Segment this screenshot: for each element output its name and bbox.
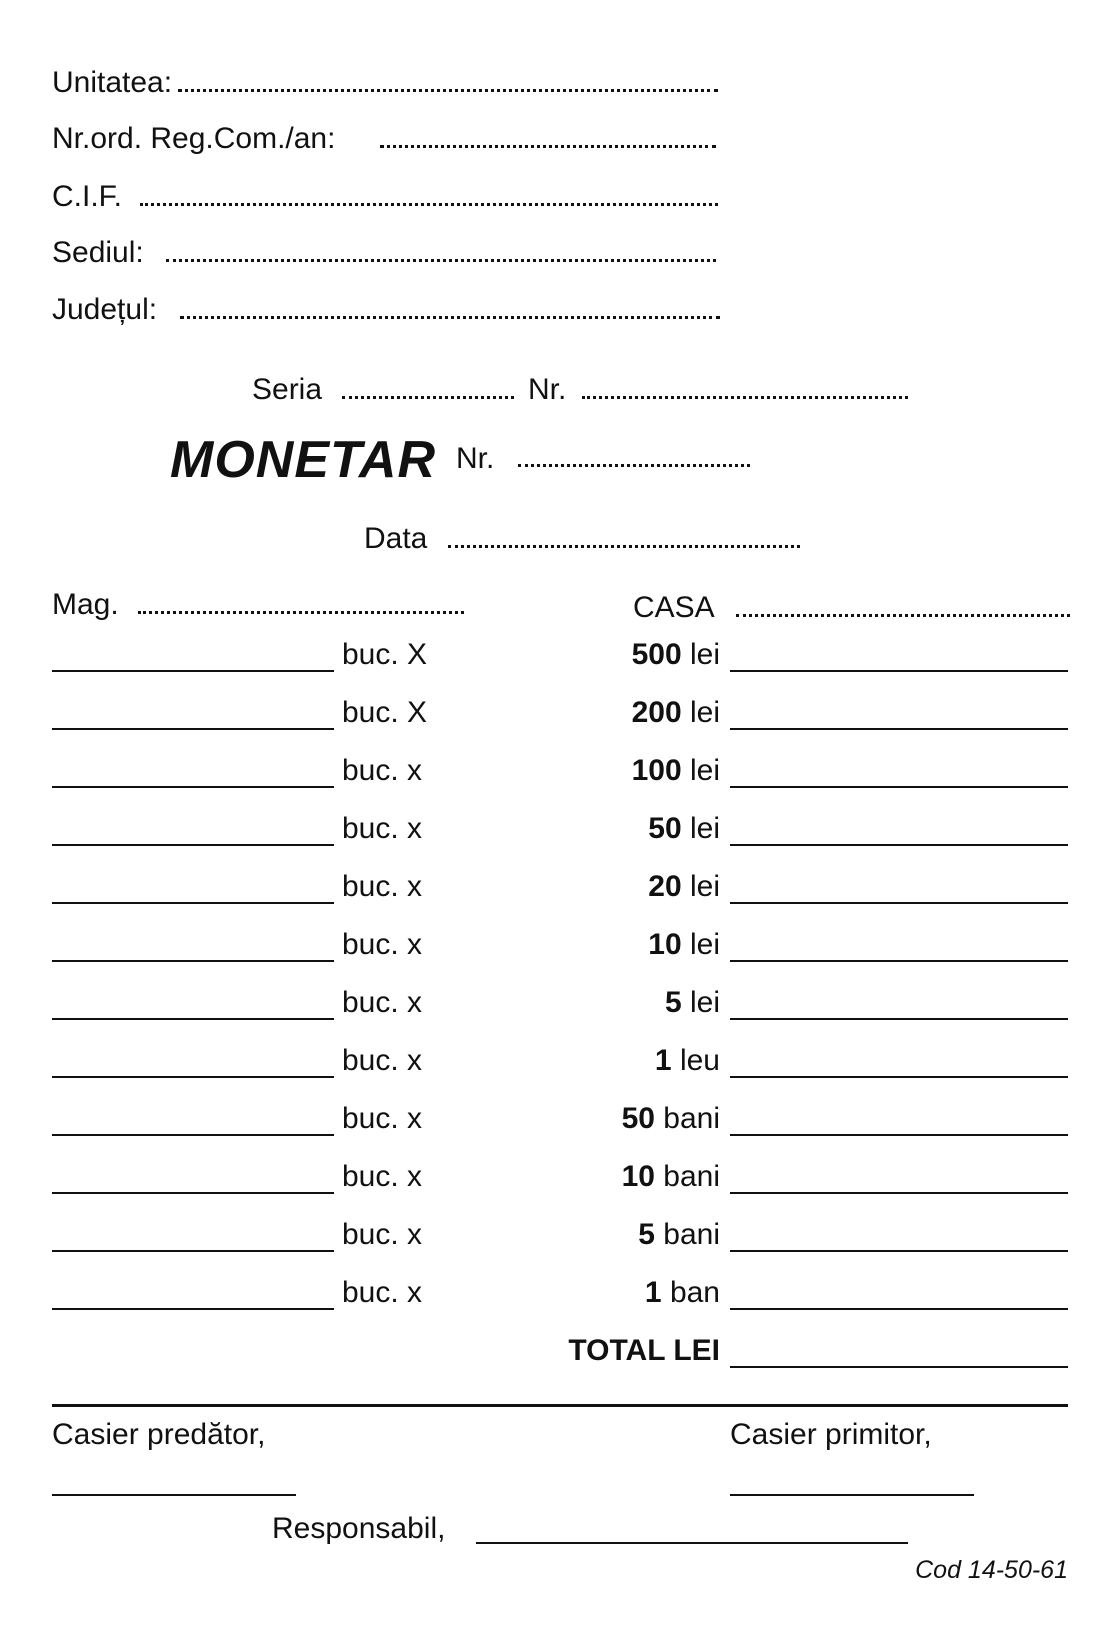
field-line-sediul[interactable] [166, 259, 716, 262]
denomination-amount: 50 [621, 1102, 655, 1135]
denomination-label [510, 1102, 720, 1136]
field-line-unitatea[interactable] [178, 89, 718, 92]
quantity-line[interactable] [52, 728, 334, 730]
denomination-label [510, 1044, 720, 1078]
denomination-unit: lei [689, 696, 720, 729]
total-label: TOTAL LEI [568, 1334, 720, 1367]
denomination-unit: bani [663, 1160, 720, 1193]
denomination-unit: ban [669, 1276, 720, 1309]
denomination-unit: lei [689, 754, 720, 787]
casier-primitor-label: Casier primitor, [730, 1418, 932, 1451]
denomination-amount: 20 [648, 870, 682, 903]
buc-label: buc. x [342, 1102, 423, 1135]
field-label-sediul: Sediul: [52, 236, 144, 269]
quantity-line[interactable] [52, 902, 334, 904]
field-label-judetul: Județul: [52, 293, 158, 326]
quantity-line[interactable] [52, 1076, 334, 1078]
responsabil-label: Responsabil, [272, 1512, 446, 1545]
value-line[interactable] [730, 1134, 1068, 1136]
quantity-line[interactable] [52, 670, 334, 672]
mag-line[interactable] [138, 611, 464, 614]
field-line-cif[interactable] [140, 203, 718, 206]
buc-label: buc. x [342, 986, 423, 1019]
field-label-reg-com: Nr.ord. Reg.Com./an: [52, 122, 336, 155]
value-line[interactable] [730, 1076, 1068, 1078]
denomination-amount: 50 [648, 812, 682, 845]
casa-line[interactable] [736, 614, 1070, 617]
denomination-label [510, 986, 720, 1020]
value-line[interactable] [730, 728, 1068, 730]
casa-label: CASA [633, 591, 715, 624]
quantity-line[interactable] [52, 1250, 334, 1252]
buc-label: buc. x [342, 1276, 423, 1309]
mag-label: Mag. [52, 588, 119, 621]
field-label-unitatea: Unitatea: [52, 66, 173, 99]
denomination-amount: 5 [638, 1218, 655, 1251]
denomination-unit: lei [689, 812, 720, 845]
field-label-cif: C.I.F. [52, 180, 123, 213]
denomination-amount: 500 [631, 638, 682, 671]
denomination-amount: 1 [644, 1276, 662, 1309]
value-line[interactable] [730, 670, 1068, 672]
quantity-line[interactable] [52, 1018, 334, 1020]
seria-nr-line[interactable] [582, 396, 908, 399]
denomination-label [510, 754, 720, 788]
seria-line[interactable] [342, 396, 514, 399]
denomination-label [510, 812, 720, 846]
value-line[interactable] [730, 1250, 1068, 1252]
total-value-line[interactable] [730, 1366, 1068, 1368]
denomination-label [510, 870, 720, 904]
denomination-unit: leu [679, 1044, 720, 1077]
denomination-amount: 1 [654, 1044, 672, 1077]
quantity-line[interactable] [52, 1308, 334, 1310]
denomination-label [510, 1160, 720, 1194]
monetar-nr-line[interactable] [518, 464, 750, 467]
denomination-label [510, 928, 720, 962]
denomination-label [510, 1276, 720, 1310]
section-divider [52, 1404, 1068, 1407]
denomination-unit: lei [689, 986, 720, 1019]
buc-label: buc. x [342, 1044, 423, 1077]
document-title: MONETAR [170, 431, 437, 489]
denomination-label [510, 696, 720, 730]
quantity-line[interactable] [52, 1134, 334, 1136]
denomination-amount: 100 [631, 754, 682, 787]
denomination-amount: 5 [664, 986, 682, 1019]
value-line[interactable] [730, 1308, 1068, 1310]
denomination-label [510, 638, 720, 672]
denomination-amount: 10 [621, 1160, 655, 1193]
value-line[interactable] [730, 960, 1068, 962]
field-line-judetul[interactable] [180, 316, 720, 319]
buc-label: buc. x [342, 812, 423, 845]
denomination-label [510, 1218, 720, 1252]
denomination-amount: 10 [648, 928, 682, 961]
value-line[interactable] [730, 902, 1068, 904]
denomination-unit: bani [663, 1102, 720, 1135]
buc-label: buc. x [342, 1160, 423, 1193]
responsabil-signature-line[interactable] [476, 1542, 908, 1544]
quantity-line[interactable] [52, 960, 334, 962]
casier-predator-signature-line[interactable] [52, 1494, 296, 1496]
seria-label: Seria [252, 373, 323, 406]
buc-label: buc. x [342, 928, 423, 961]
denomination-unit: lei [689, 928, 720, 961]
quantity-line[interactable] [52, 786, 334, 788]
casier-predator-label: Casier predător, [52, 1418, 266, 1451]
value-line[interactable] [730, 786, 1068, 788]
casier-primitor-signature-line[interactable] [730, 1494, 974, 1496]
quantity-line[interactable] [52, 1192, 334, 1194]
buc-label: buc. X [342, 638, 428, 671]
data-label: Data [364, 522, 428, 555]
denomination-unit: bani [663, 1218, 720, 1251]
buc-label: buc. x [342, 1218, 423, 1251]
denomination-unit: lei [689, 638, 720, 671]
denomination-unit: lei [689, 870, 720, 903]
monetar-nr-label: Nr. [456, 442, 495, 475]
quantity-line[interactable] [52, 844, 334, 846]
value-line[interactable] [730, 844, 1068, 846]
value-line[interactable] [730, 1018, 1068, 1020]
data-line[interactable] [448, 545, 800, 548]
seria-nr-label: Nr. [528, 373, 567, 406]
buc-label: buc. X [342, 696, 428, 729]
form-code: Cod 14-50-61 [915, 1556, 1068, 1584]
field-line-reg-com[interactable] [380, 145, 716, 148]
denomination-amount: 200 [631, 696, 682, 729]
value-line[interactable] [730, 1192, 1068, 1194]
buc-label: buc. x [342, 754, 423, 787]
buc-label: buc. x [342, 870, 423, 903]
